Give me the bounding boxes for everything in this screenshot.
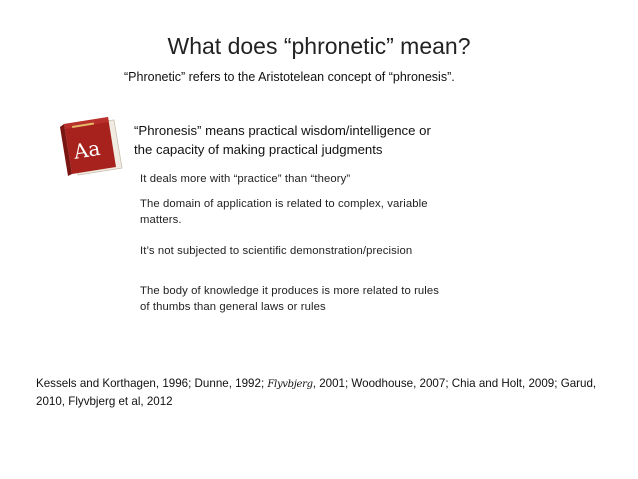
point-practice-vs-theory: It deals more with “practice” than “theory” <box>140 173 351 185</box>
references <box>36 375 626 410</box>
flyvbjerg-signature: Flyvbjerg <box>267 379 313 390</box>
definition-line-2: the capacity of making practical judgments <box>134 142 383 157</box>
point-domain-of-application: The domain of application is related to complex, variable matters. <box>140 198 428 226</box>
dictionary-book-label: Aa <box>71 135 102 164</box>
slide-subtitle: “Phronetic” refers to the Aristotelean concept of “phronesis”. <box>124 70 455 84</box>
point-not-scientific: It’s not subjected to scientific demonstration/precision <box>140 245 413 257</box>
definition-line-1: “Phronesis” means practical wisdom/intelligence or <box>134 123 431 138</box>
point-body-of-knowledge: The body of knowledge it produces is more related to rules of thumbs than general laws or rules <box>140 285 440 313</box>
dictionary-book-icon <box>56 112 126 184</box>
references-before: Kessels and Korthagen, 1996; Dunne, 1992; <box>36 377 268 390</box>
references-after: , 2001; Woodhouse, 2007; Chia and Holt, 2009; Garud, 2010, Flyvbjerg et al, 2012 <box>36 377 597 408</box>
slide-title: What does “phronetic” mean? <box>167 33 471 59</box>
definition-text <box>134 121 464 159</box>
